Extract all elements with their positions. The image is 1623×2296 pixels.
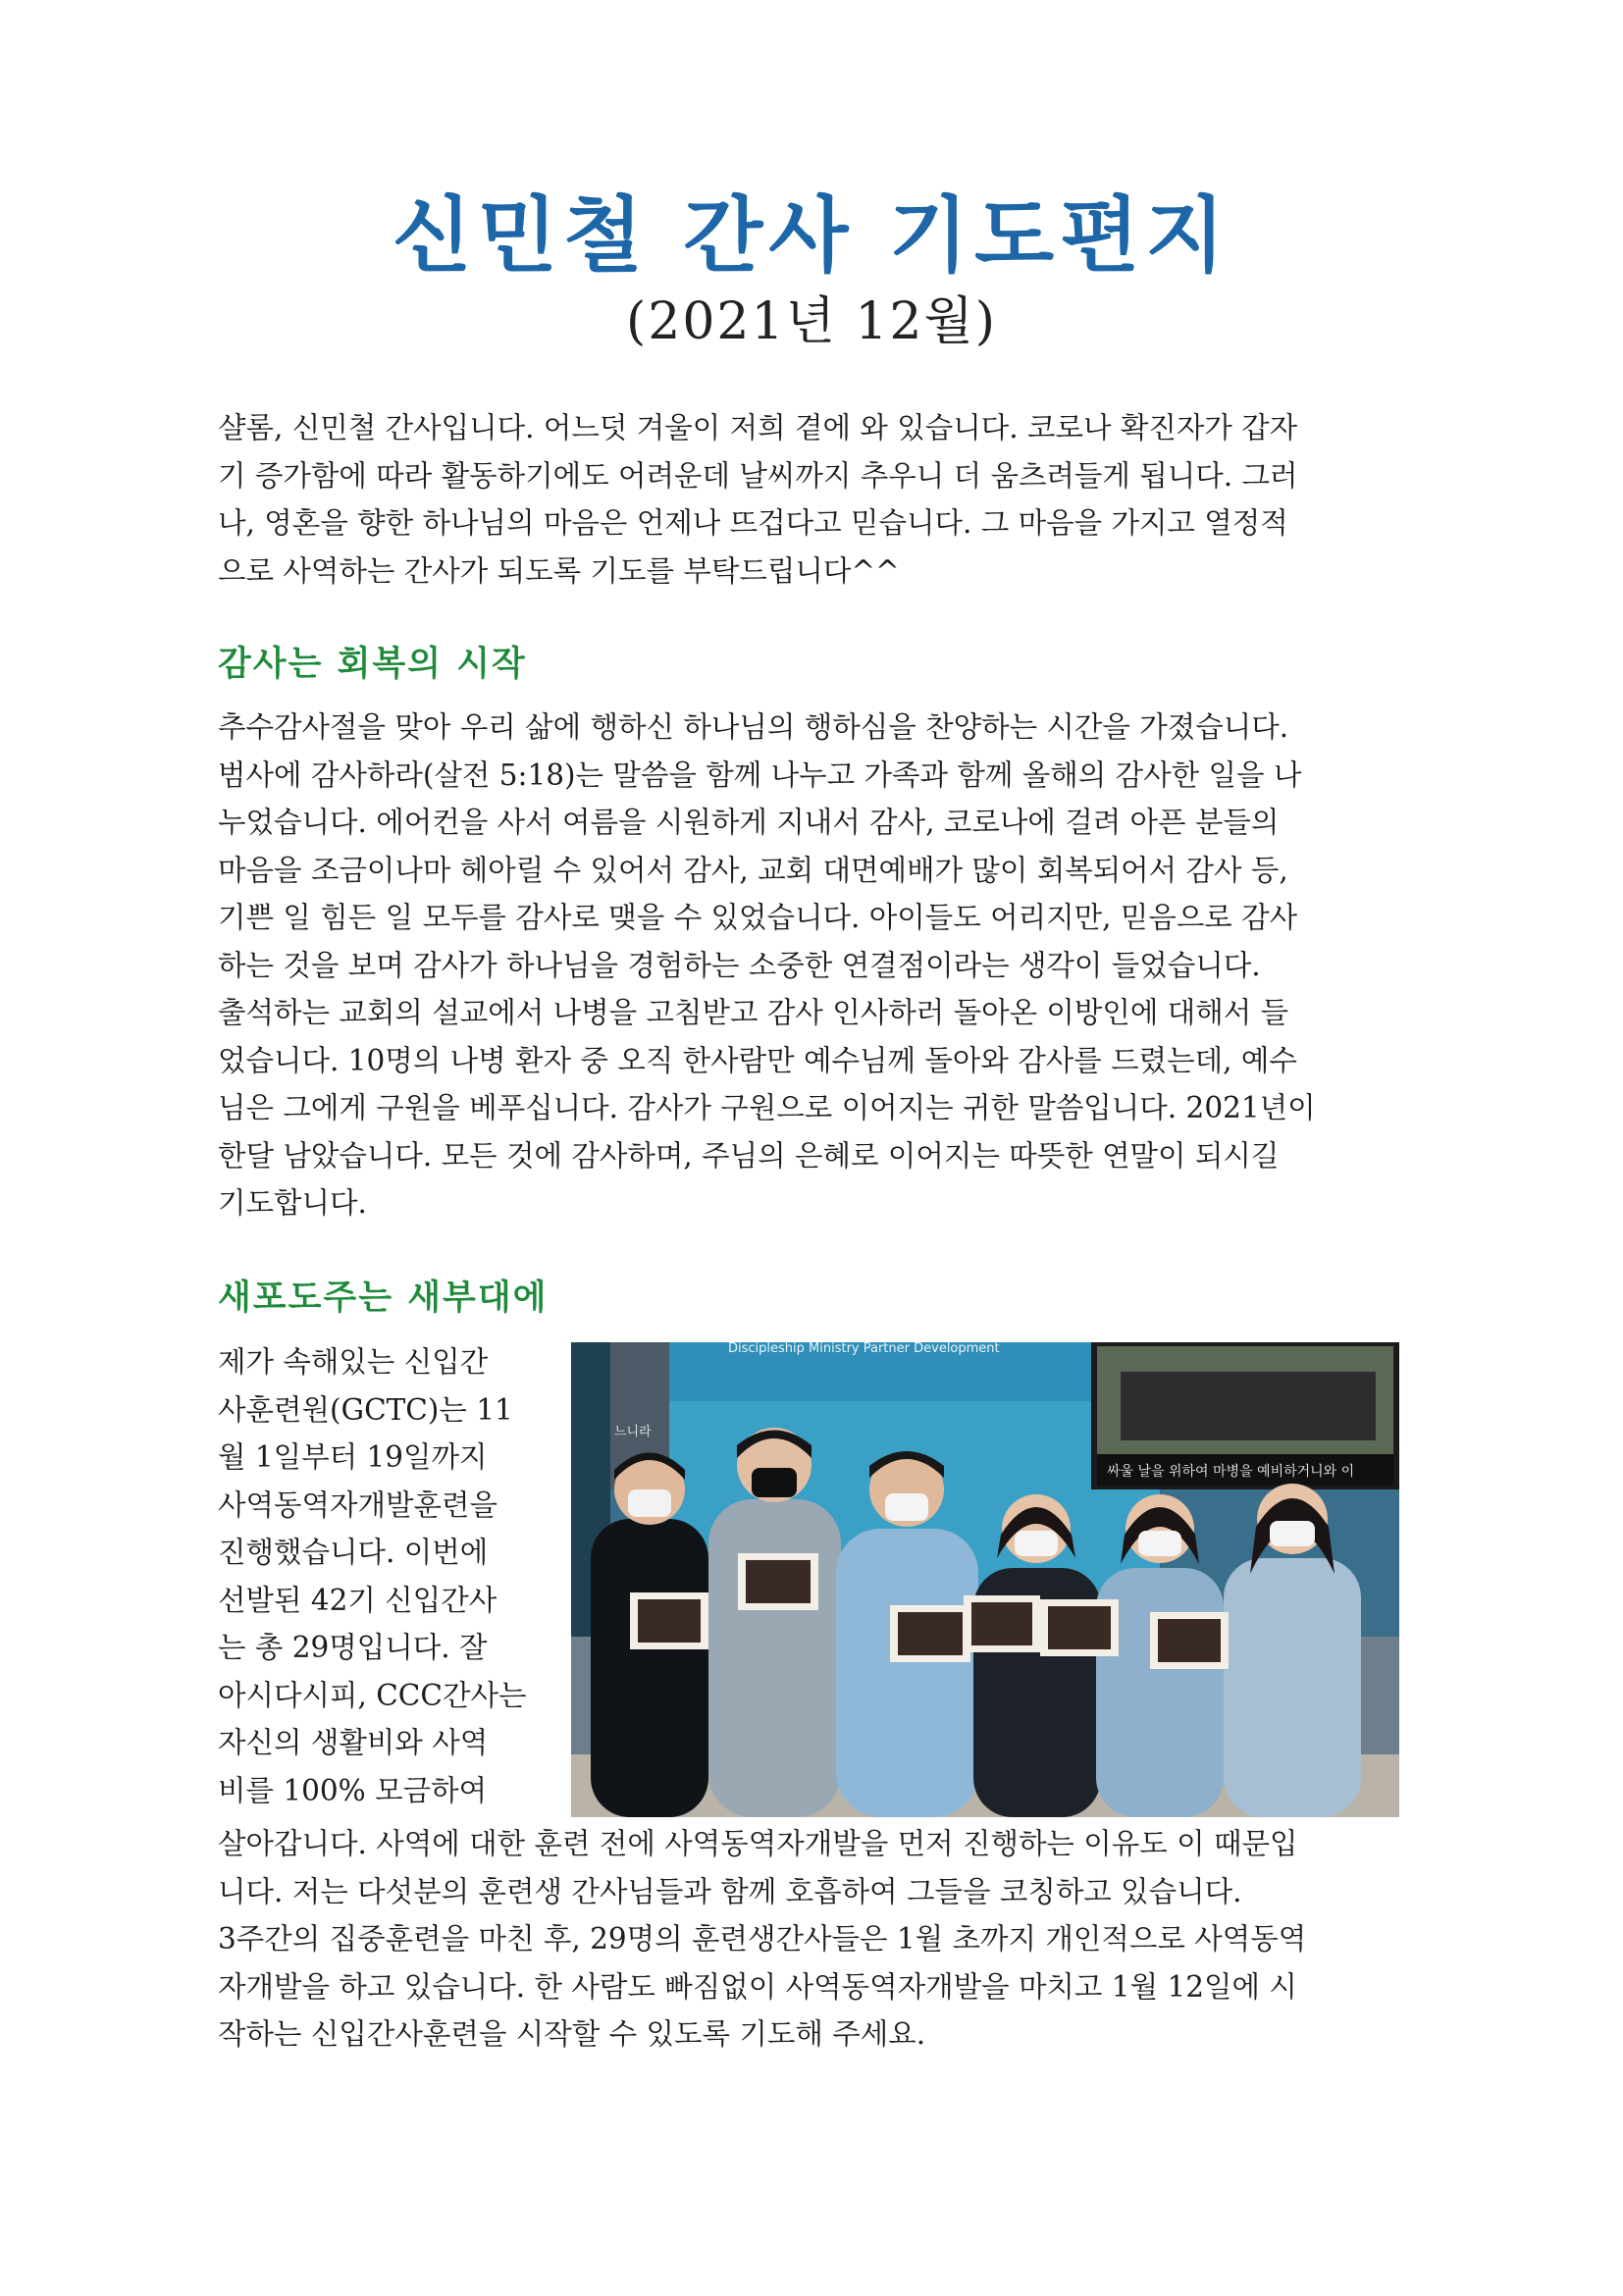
side-line: 월 1일부터 19일까지 xyxy=(218,1440,488,1474)
body-line: 누었습니다. 에어컨을 사서 여름을 시원하게 지내서 감사, 코로나에 걸려 아픈 분들의 xyxy=(218,806,1280,839)
intro-line: 으로 사역하는 간사가 되도록 기도를 부탁드립니다^^ xyxy=(218,553,900,588)
photo-banner-text: Discipleship Ministry Partner Development xyxy=(728,1342,1000,1356)
held-card xyxy=(890,1605,970,1662)
side-line: 제가 속해있는 신입간 xyxy=(218,1345,489,1379)
photo-left-screen-text: 느니라 xyxy=(614,1425,652,1439)
body-line: 살아갑니다. 사역에 대한 훈련 전에 사역동역자개발을 먼저 진행하는 이유도 이 때문입 xyxy=(218,1827,1298,1860)
body-line: 작하는 신입간사훈련을 시작할 수 있도록 기도해 주세요. xyxy=(218,2017,926,2051)
section-gratitude-body xyxy=(218,704,1415,1227)
photo-screen-text: 싸울 날을 위하여 마병을 예비하거니와 이 xyxy=(1107,1464,1355,1480)
body-line: 님은 그에게 구원을 베푸십니다. 감사가 구원으로 이어지는 귀한 말씀입니다. 2021년이 xyxy=(218,1091,1316,1124)
body-line: 자개발을 하고 있습니다. 한 사람도 빠짐없이 사역동역자개발을 마치고 1월 12일에 시 xyxy=(218,1969,1297,2004)
body-line: 기쁜 일 힘든 일 모두를 감사로 맺을 수 있었습니다. 아이들도 어리지만, 믿음으로 감사 xyxy=(218,901,1298,934)
side-line: 는 총 29명입니다. 잘 xyxy=(218,1631,488,1664)
section-heading-new-wine: 새포도주는 새부대에 xyxy=(218,1278,549,1318)
body-line: 추수감사절을 맞아 우리 삶에 행하신 하나님의 행하심을 찬양하는 시간을 가졌습니다. xyxy=(218,710,1289,744)
body-line: 마음을 조금이나마 헤아릴 수 있어서 감사, 교회 대면예배가 많이 회복되어서 감사 등, xyxy=(218,853,1288,887)
intro-line: 나, 영혼을 향한 하나님의 마음은 언제나 뜨겁다고 믿습니다. 그 마음을 가지고 열정적 xyxy=(218,506,1288,540)
intro-line: 기 증가함에 따라 활동하기에도 어려운데 날씨까지 추우니 더 움츠려들게 됩니다. 그러 xyxy=(218,458,1298,493)
letter-date: (2021년 12월) xyxy=(625,292,998,351)
side-line: 자신의 생활비와 사역 xyxy=(218,1726,489,1759)
body-line: 었습니다. 10명의 나병 환자 중 오직 한사람만 예수님께 돌아와 감사를 드렸는데, 예수 xyxy=(218,1043,1297,1077)
body-line: 한달 남았습니다. 모든 것에 감사하며, 주님의 은혜로 이어지는 따뜻한 연말이 되시길 xyxy=(218,1138,1280,1173)
body-line: 니다. 저는 다섯분의 훈련생 간사님들과 함께 호흡하여 그들을 코칭하고 있습니다. xyxy=(218,1874,1242,1908)
side-line: 아시다시피, CCC간사는 xyxy=(218,1678,527,1712)
body-line: 출석하는 교회의 설교에서 나병을 고침받고 감사 인사하러 돌아온 이방인에 대해서 들 xyxy=(218,996,1289,1029)
section-new-wine-body xyxy=(218,1820,1415,2059)
side-line: 사훈련원(GCTC)는 11 xyxy=(218,1392,513,1427)
body-line: 하는 것을 보며 감사가 하나님을 경험하는 소중한 연결점이라는 생각이 들었습니다. xyxy=(218,948,1261,982)
body-line: 범사에 감사하라(살전 5:18)는 말씀을 함께 나누고 가족과 함께 올해의 감사한 일을 나 xyxy=(218,757,1302,792)
held-card xyxy=(1040,1599,1119,1656)
held-card xyxy=(738,1553,818,1610)
side-line: 선발된 42기 신입간사 xyxy=(218,1583,497,1617)
intro-line: 샬롬, 신민철 간사입니다. 어느덧 겨울이 저희 곁에 와 있습니다. 코로나 확진자가 갑자 xyxy=(218,411,1298,444)
side-line: 사역동역자개발훈련을 xyxy=(218,1487,497,1522)
held-card xyxy=(1150,1612,1229,1669)
intro-paragraph xyxy=(218,404,1415,595)
body-line: 기도합니다. xyxy=(218,1186,367,1220)
side-line: 진행했습니다. 이번에 xyxy=(218,1536,489,1569)
group-photo xyxy=(571,1342,1399,1817)
section-heading-gratitude: 감사는 회복의 시작 xyxy=(218,645,527,684)
side-line: 비를 100% 모금하여 xyxy=(218,1773,488,1807)
body-line: 3주간의 집중훈련을 마친 후, 29명의 훈련생간사들은 1월 초까지 개인적으로 사역동역 xyxy=(218,1922,1307,1956)
held-card xyxy=(964,1595,1040,1652)
section-new-wine-side-text xyxy=(218,1338,532,1814)
held-card xyxy=(630,1592,708,1649)
page-title: 신민철 간사 기도편지 xyxy=(392,187,1231,284)
